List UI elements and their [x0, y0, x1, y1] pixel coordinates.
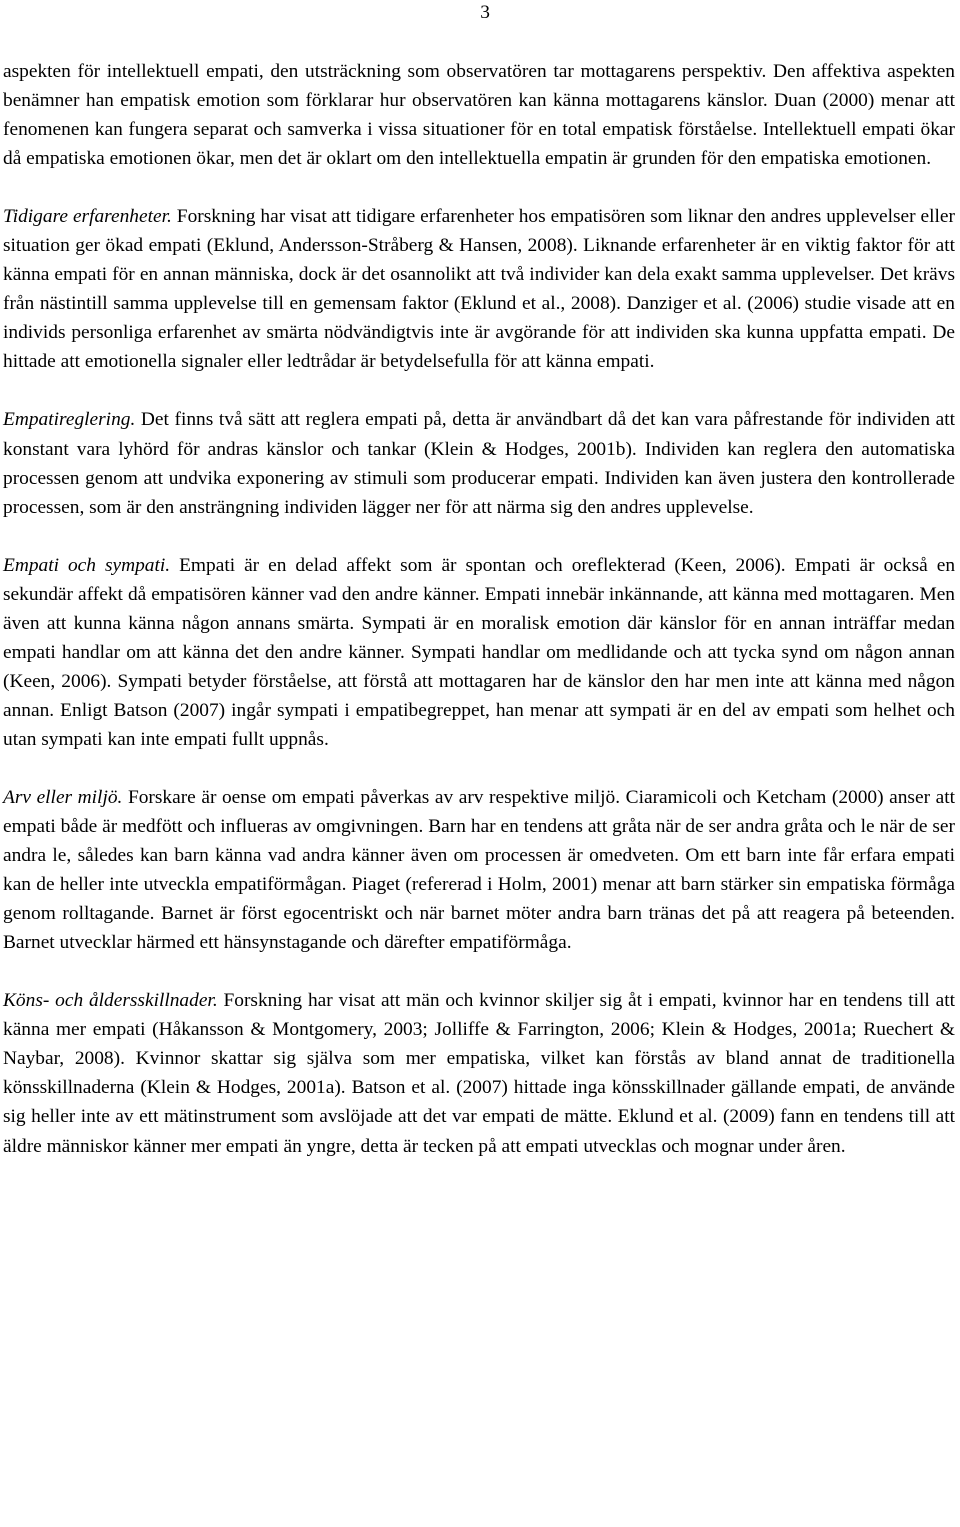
page-number: 3	[480, 2, 490, 23]
paragraph-empatireglering	[3, 405, 955, 521]
paragraph-heading: Empati och sympati.	[3, 554, 171, 576]
paragraph-heading: Tidigare erfarenheter.	[3, 206, 172, 228]
paragraph-text: Forskning har visat att tidigare erfarenheter hos empatisören som liknar den andres upplevelser eller situation ger ökad empati (Eklund, Andersson-Stråberg & Hansen, 2008). Liknande erfarenheter är en viktig faktor för att känna empati för en annan människa, dock är det osannolikt att två individer kan dela exakt samma upplevelser. Det krävs från nästintill samma upplevelse till en gemensam faktor (Eklund et al., 2008). Danziger et al. (2006) studie visade att en individs personliga erfarenhet av smärta nödvändigtvis inte är avgörande för att individen ska kunna uppfatta empati. De hittade att emotionella signaler eller ledtrådar är betydelsefulla för att känna empati.	[3, 206, 955, 373]
paragraph-text: Det finns två sätt att reglera empati på, detta är användbart då det kan vara påfrestande för individen att konstant vara lyhörd för andras känslor och tankar (Klein & Hodges, 2001b). Individen kan reglera den automatiska processen genom att undvika exponering av stimuli som producerar empati. Individen kan även justera den kontrollerade processen, som är den ansträngning individen lägger ner för att närma sig den andres upplevelse.	[3, 409, 955, 518]
document-body	[3, 57, 955, 1190]
paragraph-heading: Empatireglering.	[3, 409, 136, 431]
paragraph-text: Empati är en delad affekt som är spontan och oreflekterad (Keen, 2006). Empati är också en sekundär affekt då empatisören känner vad den andre känner. Empati innebär inkännande, att känna med mottagaren. Men även att kunna känna någon annans smärta. Sympati är en moralisk emotion där känslor för en annan inträffar medan empati handlar om att känna det den andre känner. Sympati handlar om medlidande och att tycka synd om någon annan (Keen, 2006). Sympati betyder förståelse, att förstå att mottagaren har de känslor den har men inte att känna med någon annan. Enligt Batson (2007) ingår sympati i empatibegreppet, han menar att sympati är en del av empati som helhet och utan sympati kan inte empati fullt uppnås.	[3, 554, 956, 750]
paragraph-kons-och-aldersskillnader	[3, 986, 955, 1160]
paragraph-text: aspekten för intellektuell empati, den utsträckning som observatören tar mottagarens perspektiv. Den affektiva aspekten benämner han empatisk emotion som förklarar hur observatören kan känna mottagarens känslor. Duan (2000) menar att fenomenen kan fungera separat och samverka i vissa situationer för en total empatisk förståelse. Intellektuell empati ökar då empatiska emotionen ökar, men det är oklart om den intellektuella empatin är grunden för den empatiska emotionen.	[3, 61, 955, 170]
paragraph-text: Forskning har visat att män och kvinnor skiljer sig åt i empati, kvinnor har en tendens till att känna mer empati (Håkansson & Montgomery, 2003; Jolliffe & Farrington, 2006; Klein & Hodges, 2001a; Ruechert & Naybar, 2008). Kvinnor skattar sig själva som mer empatiska, vilket kan förstås av bland annat de traditionella könsskillnaderna (Klein & Hodges, 2001a). Batson et al. (2007) hittade inga könsskillnader gällande empati, de använde sig heller inte av ett mätinstrument som avslöjade att det var empati de mätte. Eklund et al. (2009) fann en tendens till att äldre människor känner mer empati än yngre, detta är tecken på att empati utvecklas och mognar under åren.	[3, 990, 955, 1157]
paragraph-empati-och-sympati	[3, 551, 955, 754]
paragraph-heading: Arv eller miljö.	[3, 786, 123, 808]
paragraph-tidigare-erfarenheter	[3, 202, 955, 376]
paragraph-heading: Köns- och åldersskillnader.	[3, 990, 218, 1012]
paragraph-arv-eller-miljo	[3, 783, 955, 957]
paragraph-intellektuell-empati	[3, 57, 955, 173]
paragraph-text: Forskare är oense om empati påverkas av arv respektive miljö. Ciaramicoli och Ketcham (2000) anser att empati både är medfött och influeras av omgivningen. Barn har en tendens att gråta när de ser andra gråta och le när de ser andra le, således kan barn känna vad andra känner även om processen är omedveten. Om ett barn inte får erfara empati kan de heller inte utveckla empatiförmågan. Piaget (refererad i Holm, 2001) menar att barn stärker sin empatiska förmåga genom rolltagande. Barnet är först egocentriskt och när barnet möter andra barn tränas det på att reagera på beteenden. Barnet utvecklar härmed ett hänsynstagande och därefter empatiförmåga.	[3, 786, 955, 954]
